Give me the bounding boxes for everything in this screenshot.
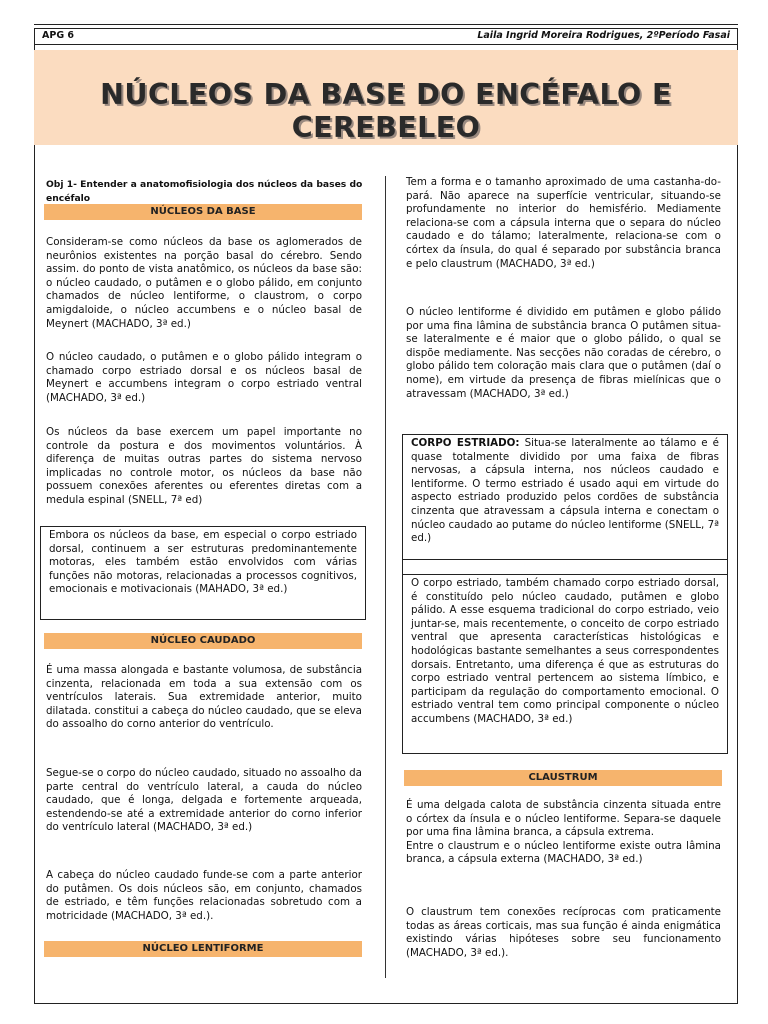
corpo-estriado-heading: CORPO ESTRIADO: [411, 437, 520, 449]
title-band [34, 50, 738, 145]
highlight-box-left: Embora os núcleos da base, em especial o corpo estriado dorsal, continuem a ser estruturas predominantemente motoras, eles também estão envolvidos com várias funções não motoras, relacionadas a processos cognitivos, emocionais e motivacionais (MAHADO, 3ª ed.) [40, 526, 366, 620]
paragraph: O núcleo lentiforme é dividido em putâmen e globo pálido por uma fina lâmina de substância branca O putâmen situa-se lateralmente e é maior que o globo pálido, o qual se dispõe mediamente. Nas secções não coradas de cérebro, o globo pálido tem coloração mais clara que o putâmen (daí o nome), em virtude da presença de fibras mielínicas que o atravessam (MACHADO, 3ª ed.) [406, 306, 721, 400]
paragraph: O claustrum tem conexões recíprocas com praticamente todas as áreas corticais, mas sua função é ainda enigmática existindo várias hipóteses sobre seu funcionamento (MACHADO, 3ª ed.). [406, 906, 721, 959]
paragraph: A cabeça do núcleo caudado funde-se com a parte anterior do putâmen. Os dois núcleos são, em conjunto, chamados de estriado, e têm funções relacionadas sobretudo com a motricidade (MACHADO, 3ª ed.). [46, 869, 362, 922]
corpo-estriado-text: Situa-se lateralmente ao tálamo e é quase totalmente dividido por uma faixa de fibras nervosas, a cápsula interna, nos núcleos caudado e lentiforme. O termo estriado é usado aqui em virtude do aspecto estriado produzido pelos cordões de substância cinzenta que atravessam a cápsula interna e conectam o núcleo caudado ao putame do núcleo lentiforme (SNELL, 7ª ed.) [411, 437, 719, 545]
paragraph: É uma massa alongada e bastante volumosa, de substância cinzenta, relacionada em toda a sua extensão com os ventrículos laterais. Sua extremidade anterior, muito dilatada. constitui a cabeça do núcleo caudado, que se eleva do assoalho do corno anterior do ventrículo. [46, 664, 362, 731]
header-right: Laila Ingrid Moreira Rodrigues, 2ºPeríodo Fasai [477, 30, 730, 41]
header-rule [34, 44, 738, 45]
paragraph: O núcleo caudado, o putâmen e o globo pálido integram o chamado corpo estriado dorsal e os núcleos basal de Meynert e accumbens integram o corpo estriado ventral (MACHADO, 3ª ed.) [46, 351, 362, 404]
page-title: NÚCLEOS DA BASE DO ENCÉFALO E CEREBELEO [100, 78, 672, 144]
section-heading-nucleo-lentiforme: NÚCLEO LENTIFORME [44, 941, 362, 957]
top-rule [34, 24, 738, 25]
right-column-text-1 [406, 176, 721, 271]
section-heading-nucleo-caudado: NÚCLEO CAUDADO [44, 633, 362, 649]
right-column-text-3 [406, 799, 721, 867]
paragraph: Tem a forma e o tamanho aproximado de uma castanha-do-pará. Não aparece na superfície ventricular, situando-se profundamente no interior do hemisfério. Mediamente relaciona-se com a cápsula interna que o separa do núcleo caudado e do tálamo; lateralmente, relaciona-se com o córtex da ínsula, do qual é separado por substância branca e pelo claustrum (MACHADO, 3ª ed.) [406, 176, 721, 270]
right-column-text-2 [406, 306, 721, 401]
paragraph: É uma delgada calota de substância cinzenta situada entre o córtex da ínsula e o núcleo lentiforme. Separa-se daquele por uma fina lâmina branca, a cápsula extrema. [406, 799, 721, 839]
left-column-text-4 [46, 664, 362, 732]
header-left: APG 6 [42, 30, 75, 41]
right-column-text-4 [406, 906, 721, 960]
corpo-estriado-dorsal-box: O corpo estriado, também chamado corpo estriado dorsal, é constituído pelo núcleo caudado, putâmen e globo pálido. A esse esquema tradicional do corpo estriado, veio juntar-se, mais recentemente, o conceito de corpo estriado ventral que apresenta características histológicas e hodológicas bastante semelhantes a seus correspondentes dorsais. Entretanto, uma diferença é que as estruturas do corpo estriado ventral pertencem ao sistema límbico, e participam da regulação do comportamento emocional. O estriado ventral tem como principal componente o núcleo accumbens (MACHADO, 3ª ed.) [402, 574, 728, 754]
left-column-text-1 [46, 236, 362, 331]
left-column-text-3 [46, 426, 362, 508]
left-column-text-2 [46, 351, 362, 405]
paragraph: Entre o claustrum e o núcleo lentiforme existe outra lâmina branca, a cápsula externa (MACHADO, 3ª ed.) [406, 839, 721, 866]
paragraph: Segue-se o corpo do núcleo caudado, situado no assoalho da parte central do ventrículo lateral, a cauda do núcleo caudado, que é longa, delgada e fortemente arqueada, estendendo-se até a extremidade anterior do corno inferior do ventrículo lateral (MACHADO, 3ª ed.) [46, 767, 362, 834]
empty-table-row [402, 559, 728, 575]
section-heading-claustrum: CLAUSTRUM [404, 770, 722, 786]
paragraph: Os núcleos da base exercem um papel importante no controle da postura e dos movimentos voluntários. À diferença de muitas outras partes do sistema nervoso implicadas no controle motor, os núcleos da base não possuem conexões aferentes ou eferentes diretas com a medula espinal (SNELL, 7ª ed) [46, 426, 362, 506]
left-column-text-6 [46, 869, 362, 923]
section-heading-nucleos-da-base: NÚCLEOS DA BASE [44, 204, 362, 220]
column-divider [385, 176, 386, 978]
objective-text: Obj 1- Entender a anatomofisiologia dos núcleos da bases do encéfalo [46, 179, 363, 204]
corpo-estriado-box [402, 434, 728, 560]
paragraph: Consideram-se como núcleos da base os aglomerados de neurônios existentes na porção basal do cérebro. Sendo assim. do ponto de vista anatômico, os núcleos da base são: o núcleo caudado, o putâmen e o globo pálido, em conjunto chamados de núcleo lentiforme, o claustrom, o corpo amigdaloide, o núcleo accumbens e o núcleo basal de Meynert (MACHADO, 3ª ed.) [46, 236, 362, 330]
left-column-text-5 [46, 767, 362, 835]
